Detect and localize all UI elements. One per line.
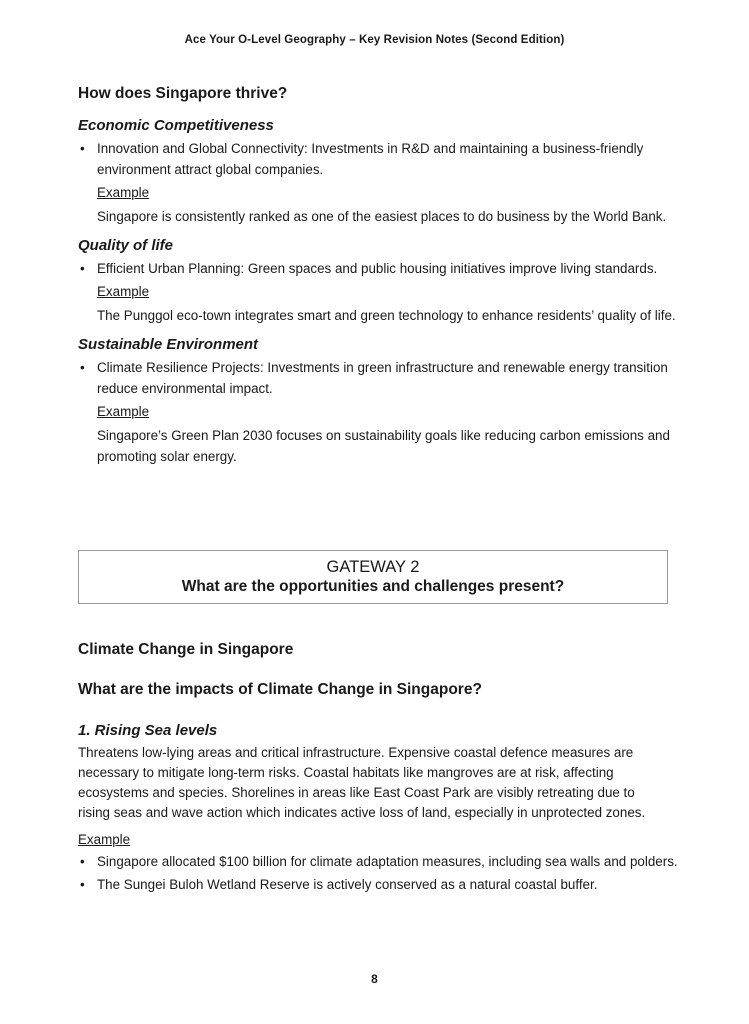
block-sustainable-environment <box>78 335 678 467</box>
bullet-text: Innovation and Global Connectivity: Investments in R&D and maintaining a business-friendly environment attract global companies. <box>97 141 644 177</box>
section-climate-change <box>78 640 678 895</box>
example-label: Example <box>97 185 150 200</box>
example <box>78 182 678 227</box>
bullet-icon: • <box>80 877 85 892</box>
list-item <box>78 138 678 180</box>
gateway-title: GATEWAY 2 <box>326 558 420 576</box>
bullet-icon: • <box>80 261 85 276</box>
block-heading: Sustainable Environment <box>78 336 259 353</box>
bullet-icon: • <box>80 360 85 375</box>
block-economic-competitiveness <box>78 116 678 227</box>
section-title: How does Singapore thrive? <box>78 85 288 102</box>
list-item <box>78 874 678 895</box>
section-title: Climate Change in Singapore <box>78 641 294 658</box>
list-item <box>78 851 678 872</box>
example <box>78 401 678 467</box>
block-heading: Quality of life <box>78 237 174 254</box>
section-question: What are the impacts of Climate Change in Singapore? <box>78 681 482 698</box>
example-label: Example <box>97 404 150 419</box>
page-number: 8 <box>371 972 378 986</box>
bullet-text: Efficient Urban Planning: Green spaces and public housing initiatives improve living standards. <box>97 261 658 276</box>
bullet-text: Climate Resilience Projects: Investments in green infrastructure and renewable energy transition reduce environmental impact. <box>97 360 668 396</box>
subheading: 1. Rising Sea levels <box>78 722 218 739</box>
example-label: Example <box>97 284 150 299</box>
section-how-singapore-thrives <box>78 84 678 467</box>
bullet-icon: • <box>80 854 85 869</box>
bullet-list <box>78 258 678 279</box>
list-item <box>78 357 678 399</box>
example-text: Singapore’s Green Plan 2030 focuses on sustainability goals like reducing carbon emissions and promoting solar energy. <box>97 428 670 464</box>
block-heading: Economic Competitiveness <box>78 117 274 134</box>
running-header: Ace Your O-Level Geography – Key Revision Notes (Second Edition) <box>184 34 565 46</box>
bullet-text: Singapore allocated $100 billion for climate adaptation measures, including sea walls and polders. <box>97 854 678 869</box>
gateway-box <box>78 550 668 604</box>
example-text: The Punggol eco-town integrates smart and green technology to enhance residents’ quality of life. <box>97 308 676 323</box>
list-item <box>78 258 678 279</box>
bullet-text: The Sungei Buloh Wetland Reserve is actively conserved as a natural coastal buffer. <box>97 877 598 892</box>
example-label: Example <box>78 832 131 847</box>
example-text: Singapore is consistently ranked as one of the easiest places to do business by the World Bank. <box>97 209 667 224</box>
gateway-subtitle: What are the opportunities and challenges present? <box>181 578 565 595</box>
bullet-list <box>78 138 678 180</box>
block-quality-of-life <box>78 236 678 326</box>
bullet-list <box>78 357 678 399</box>
example <box>78 281 678 326</box>
bullet-list <box>78 851 678 895</box>
paragraph: Threatens low-lying areas and critical infrastructure. Expensive coastal defence measures are necessary to mitigate long-term risks. Coastal habitats like mangroves are at risk, affecting ecosystems and species. Shorelines in areas like East Coast Park are visibly retreating due to rising seas and wave action which indicates active loss of land, especially in unprotected zones. <box>78 745 646 820</box>
bullet-icon: • <box>80 141 85 156</box>
